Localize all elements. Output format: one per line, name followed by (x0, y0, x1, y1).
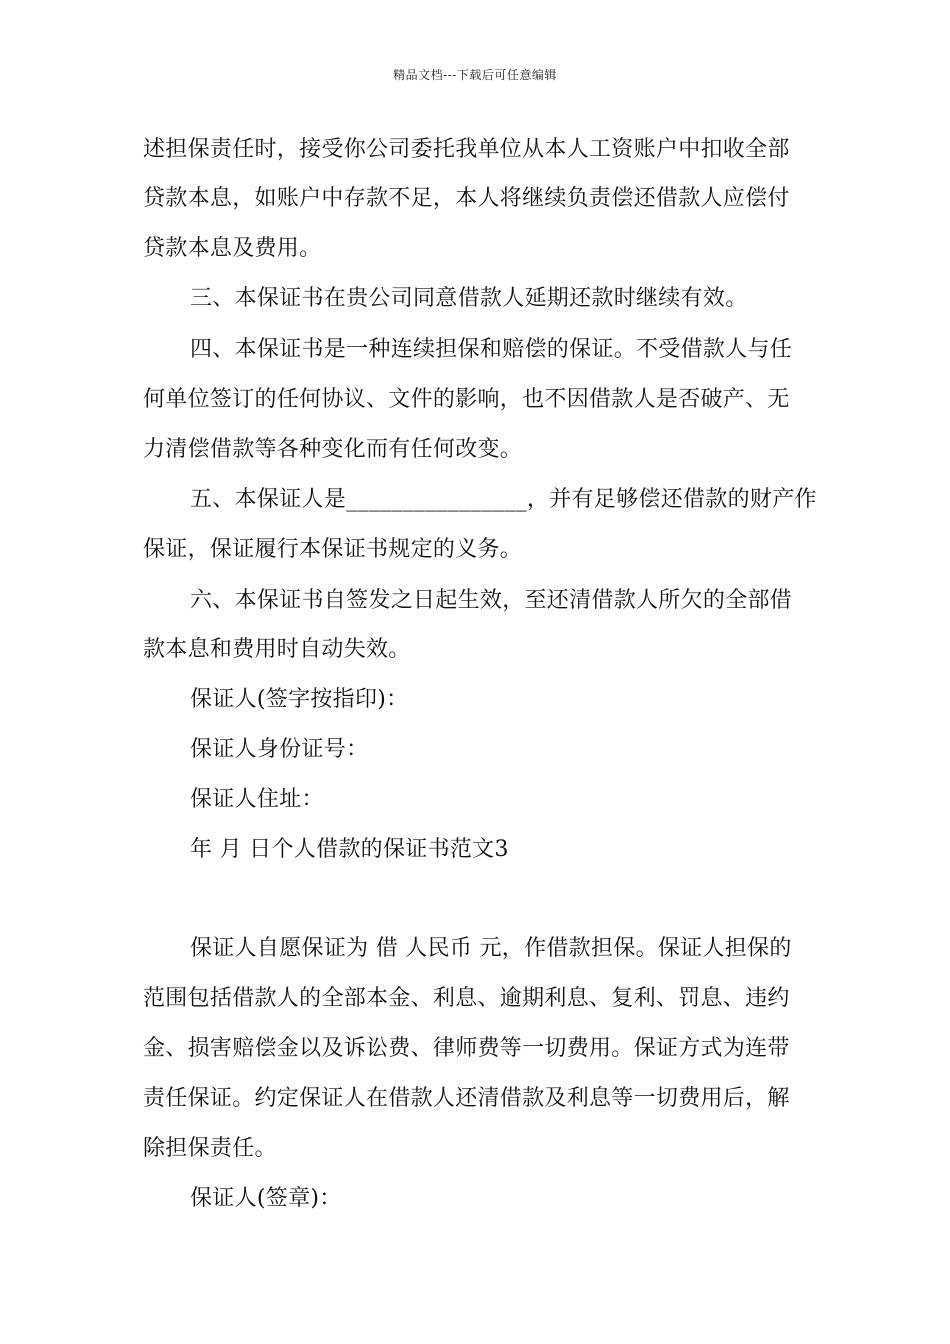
clause-six: 六、本保证书自签发之日起生效，至还清借款人所欠的全部借 (190, 588, 793, 613)
clause-four: 四、本保证书是一种连续担保和赔偿的保证。不受借款人与任 (190, 337, 793, 362)
paragraph-line: 范围包括借款人的全部本金、利息、逾期利息、复利、罚息、违约 (143, 986, 790, 1011)
paragraph-line: 金、损害赔偿金以及诉讼费、律师费等一切费用。保证方式为连带 (143, 1036, 790, 1061)
paragraph-line: 款本息和费用时自动失效。 (143, 637, 411, 662)
paragraph-line: 保证，保证履行本保证书规定的义务。 (143, 537, 523, 562)
paragraph-line: 贷款本息及费用。 (143, 236, 322, 261)
paragraph-line: 除担保责任。 (143, 1136, 277, 1161)
paragraph-line: 力清偿借款等各种变化而有任何改变。 (143, 437, 523, 462)
page-header: 精品文档---下载后可任意编辑 (393, 68, 557, 82)
guarantor-id-field: 保证人身份证号： (190, 737, 369, 762)
paragraph-line: 责任保证。约定保证人在借款人还清借款及利息等一切费用后，解 (143, 1086, 790, 1111)
paragraph-line: 何单位签订的任何协议、文件的影响，也不因借款人是否破产、无 (143, 387, 790, 412)
paragraph-line: 述担保责任时，接受你公司委托我单位从本人工资账户中扣收全部 (143, 137, 790, 162)
paragraph-line: 保证人自愿保证为 借 人民币 元，作借款担保。保证人担保的 (190, 936, 792, 961)
guarantor-seal-field: 保证人(签章)： (190, 1186, 342, 1211)
guarantor-signature-field: 保证人(签字按指印)： (190, 687, 409, 712)
date-and-title-line: 年 月 日个人借款的保证书范文3 (190, 837, 509, 862)
paragraph-line: 贷款本息，如账户中存款不足，本人将继续负责偿还借款人应偿付 (143, 186, 790, 211)
clause-five: 五、本保证人是________________，并有足够偿还借款的财产作 (190, 487, 817, 512)
guarantor-address-field: 保证人住址： (190, 787, 324, 812)
clause-three: 三、本保证书在贵公司同意借款人延期还款时继续有效。 (190, 286, 748, 311)
